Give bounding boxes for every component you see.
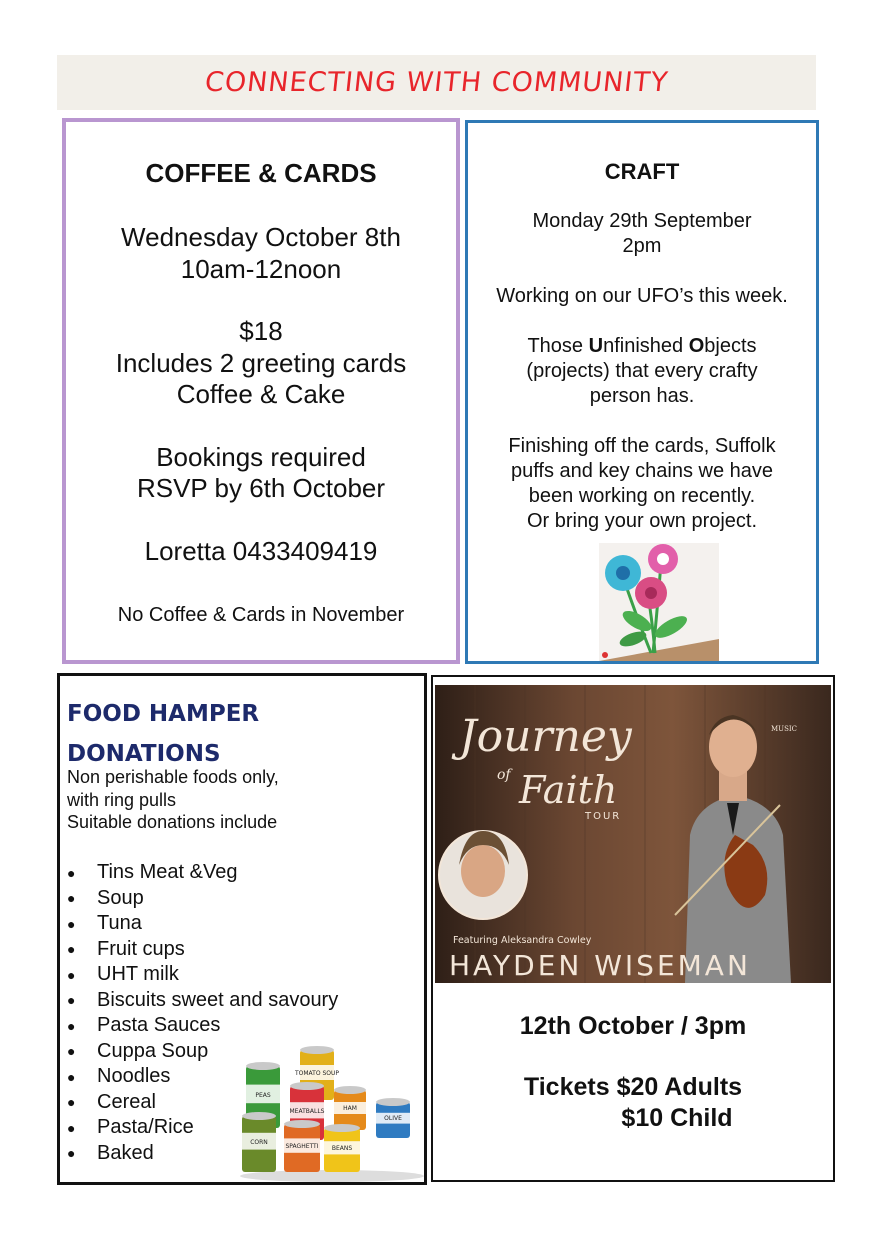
coffee-note: No Coffee & Cards in November (117, 604, 405, 626)
donation-item: ● Pasta Sauces (67, 1014, 221, 1037)
coffee-includes: Includes 2 greeting cards (115, 347, 407, 378)
concert-tickets: Tickets $20 Adults $10 Child (523, 1073, 743, 1132)
can-label: CORN (250, 1139, 268, 1146)
craft-panel (465, 120, 819, 664)
donation-item: ● Pasta/Rice (67, 1116, 194, 1139)
can-label: BEANS (331, 1145, 353, 1152)
craft-ufo-line2: (projects) that every crafty (526, 360, 758, 382)
bullet-icon: ● (67, 941, 76, 958)
svg-text:TOUR: TOUR (585, 811, 622, 822)
svg-text:MUSIC: MUSIC (771, 725, 797, 733)
donation-item: ● Cuppa Soup (67, 1039, 209, 1062)
craft-finish-line3: been working on recently. (528, 485, 756, 507)
donation-item: ● Biscuits sweet and savoury (67, 988, 339, 1011)
donation-item: ● Baked (67, 1141, 154, 1164)
concert-panel (431, 675, 835, 1182)
bullet-icon: ● (67, 1145, 76, 1162)
bullet-icon: ● (67, 890, 76, 907)
craft-finish-line4: Or bring your own project. (526, 510, 758, 532)
craft-ufo-line3: person has. (589, 385, 695, 407)
poster-artist-name: HAYDEN WISEMAN (449, 949, 751, 982)
bullet-icon: ● (67, 1094, 76, 1111)
craft-working: Working on our UFO’s this week. (496, 285, 788, 307)
donation-item: ● UHT milk (67, 963, 179, 986)
donation-item: ● Fruit cups (67, 937, 185, 960)
craft-time: 2pm (622, 235, 662, 257)
donation-item: ● Noodles (67, 1065, 171, 1088)
page-title: CONNECTING WITH COMMUNITY (203, 67, 670, 98)
craft-title: CRAFT (604, 159, 680, 184)
donation-item: ● Cereal (67, 1090, 156, 1113)
svg-text:of: of (497, 767, 511, 783)
svg-text:Faith: Faith (519, 768, 618, 812)
coffee-contact: Loretta 0433409419 (144, 535, 378, 566)
can-label: OLIVE (384, 1115, 402, 1122)
bullet-icon: ● (67, 1119, 76, 1136)
bullet-icon: ● (67, 1068, 76, 1085)
can-icon (334, 1086, 366, 1130)
donation-item: ● Tins Meat &Veg (67, 861, 238, 884)
coffee-cards-details (66, 222, 456, 567)
bullet-icon: ● (67, 992, 76, 1009)
bullet-icon: ● (67, 966, 76, 983)
can-label: TOMATO SOUP (294, 1070, 340, 1077)
can-icon (242, 1112, 276, 1172)
can-label: MEATBALLS (289, 1108, 325, 1115)
can-icon (284, 1120, 320, 1172)
coffee-rsvp: RSVP by 6th October (136, 473, 386, 503)
craft-finish-line1: Finishing off the cards, Suffolk (508, 435, 776, 457)
craft-ufo-line1: Those Unfinished Objects (527, 335, 757, 357)
concert-poster-image (435, 685, 831, 983)
coffee-date: Wednesday October 8th (121, 222, 401, 252)
poster-script-title: Journey (459, 711, 632, 762)
food-hamper-intro: Non perishable foods only, with ring pulls Suitable donations include (67, 767, 279, 832)
can-icon (324, 1124, 360, 1172)
svg-text:Featuring Aleksandra Cowley: Featuring Aleksandra Cowley (453, 935, 592, 946)
coffee-bookings: Bookings required (156, 441, 366, 472)
coffee-cards-title: COFFEE & CARDS (145, 158, 377, 188)
donation-item: ● Tuna (67, 912, 142, 935)
coffee-extras: Coffee & Cake (176, 379, 346, 409)
coffee-cards-panel (62, 118, 460, 664)
coffee-time: 10am-12noon (180, 253, 342, 284)
can-label: HAM (343, 1105, 357, 1112)
can-label: SPAGHETTI (285, 1143, 319, 1150)
can-icon (376, 1098, 410, 1138)
canned-food-image (232, 1046, 432, 1184)
bullet-icon: ● (67, 864, 76, 881)
concert-date: 12th October / 3pm (519, 1012, 747, 1040)
coffee-price: $18 (239, 316, 283, 346)
bullet-icon: ● (67, 915, 76, 932)
craft-date: Monday 29th September (532, 210, 752, 232)
bullet-icon: ● (67, 1017, 76, 1034)
header-banner (57, 55, 816, 110)
flower-card-image (599, 543, 719, 661)
can-label: PEAS (255, 1092, 271, 1099)
concert-details (433, 1012, 833, 1134)
craft-finish-line2: puffs and key chains we have (510, 460, 774, 482)
craft-details (468, 209, 816, 534)
bullet-icon: ● (67, 1043, 76, 1060)
donation-item: ● Soup (67, 886, 144, 909)
food-hamper-panel (57, 673, 427, 1185)
food-hamper-title: FOOD HAMPER DONATIONS (67, 701, 260, 767)
